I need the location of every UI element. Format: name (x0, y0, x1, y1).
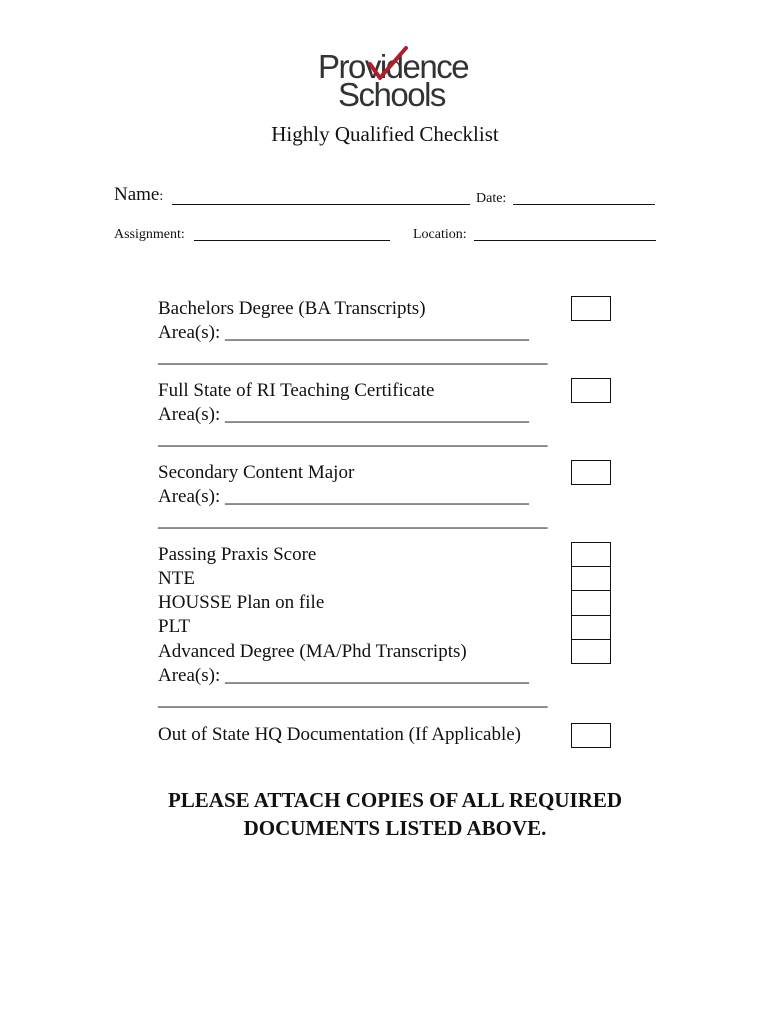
attach-notice (0, 786, 770, 842)
area-field-secondary[interactable]: Area(s): ________________________________ (158, 486, 529, 507)
item-plt: PLT (158, 616, 191, 637)
item-state-certificate: Full State of RI Teaching Certificate (158, 380, 435, 401)
checkbox-praxis[interactable] (571, 542, 611, 566)
date-label: Date: (476, 191, 507, 206)
date-field[interactable] (513, 204, 655, 205)
assignment-field[interactable] (194, 240, 390, 241)
checkbox-plt[interactable] (571, 615, 611, 639)
providence-schools-logo (312, 44, 469, 113)
item-secondary-content-major: Secondary Content Major (158, 462, 355, 483)
name-label-group (114, 184, 163, 206)
checkbox-state-certificate[interactable] (571, 378, 611, 403)
logo-checkmark-icon (368, 46, 408, 80)
checkbox-secondary-content[interactable] (571, 460, 611, 485)
logo-text-line2: Schools (338, 76, 445, 113)
separator-line: _________________________________________ (158, 346, 548, 367)
location-field[interactable] (474, 240, 656, 241)
separator-line: _________________________________________ (158, 689, 548, 710)
name-colon: : (159, 189, 164, 204)
logo-text-line1: Providence (318, 48, 469, 85)
item-passing-praxis: Passing Praxis Score (158, 544, 317, 565)
area-field-bachelors[interactable]: Area(s): ________________________________ (158, 322, 529, 343)
location-label: Location: (413, 227, 467, 242)
item-nte: NTE (158, 568, 195, 589)
page-title: Highly Qualified Checklist (271, 122, 499, 146)
separator-line: _________________________________________ (158, 510, 548, 531)
name-label: Name (114, 184, 160, 205)
area-field-advanced[interactable]: Area(s): ________________________________ (158, 665, 529, 686)
item-bachelors-degree: Bachelors Degree (BA Transcripts) (158, 298, 426, 319)
item-housse-plan: HOUSSE Plan on file (158, 592, 325, 613)
item-out-of-state: Out of State HQ Documentation (If Applicable) (158, 724, 522, 745)
checkbox-nte[interactable] (571, 566, 611, 590)
notice-line1: PLEASE ATTACH COPIES OF ALL REQUIRED (167, 788, 623, 812)
notice-line2: DOCUMENTS LISTED ABOVE. (243, 816, 547, 840)
checkbox-housse[interactable] (571, 590, 611, 614)
checkbox-out-of-state[interactable] (571, 723, 611, 748)
name-field[interactable] (172, 204, 470, 205)
checkbox-advanced-degree[interactable] (571, 639, 611, 664)
checkbox-stack (571, 542, 610, 664)
separator-line: _________________________________________ (158, 428, 548, 449)
area-field-certificate[interactable]: Area(s): ________________________________ (158, 404, 529, 425)
assignment-label: Assignment: (114, 227, 185, 242)
checkbox-bachelors[interactable] (571, 296, 611, 321)
item-advanced-degree: Advanced Degree (MA/Phd Transcripts) (158, 641, 467, 662)
